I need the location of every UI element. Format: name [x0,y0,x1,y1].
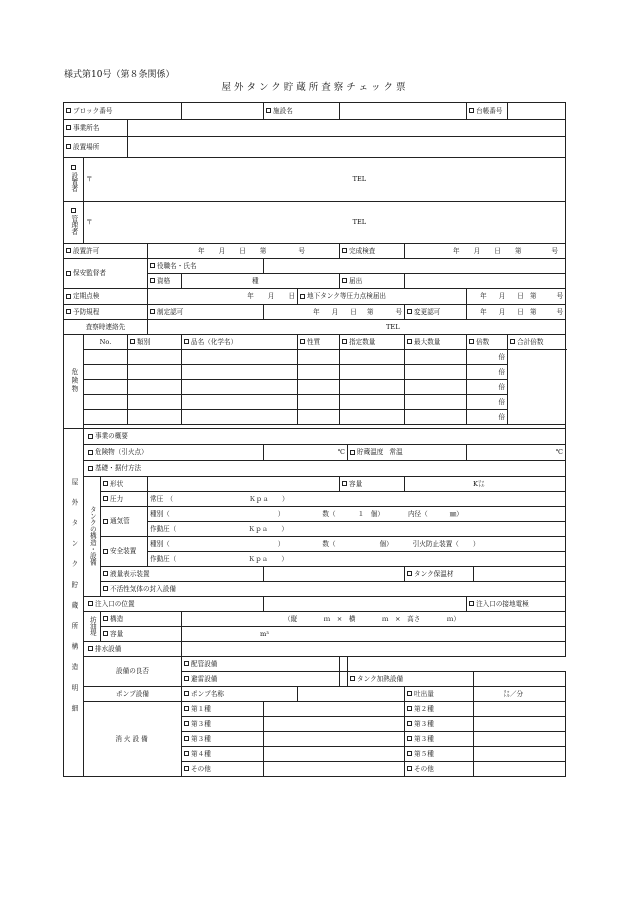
checkbox[interactable] [103,519,108,524]
table-row [64,380,566,395]
checkbox[interactable] [103,586,108,591]
lightning-field[interactable] [340,672,348,687]
checkbox[interactable] [103,549,108,554]
checkbox[interactable] [130,339,135,344]
blank-area [348,657,566,672]
hazard-header-product: 品名（化学名） [182,335,298,350]
qualification-field[interactable]: 種 [182,274,340,289]
hazard-header-multiple: 倍数 [467,335,508,350]
checkbox[interactable] [342,481,347,486]
multiple-cell[interactable]: 倍 [467,395,508,410]
fire-left-4[interactable]: その他 [182,762,264,777]
hazard-header-class: 類別 [128,335,182,350]
capacity-field[interactable]: K㍑ [405,477,566,492]
checkbox[interactable] [103,631,108,636]
installer-label: 設置者 [64,158,84,202]
checkbox[interactable] [342,278,347,283]
tel-label: TEL [352,175,367,184]
checkbox[interactable] [103,571,108,576]
piping-label: 配管設備 [182,657,340,672]
tank-heating-field[interactable] [474,672,566,687]
checkbox[interactable] [66,144,71,149]
hazard-header-no: No. [84,335,128,350]
lightning-label: 避雷設備 [182,672,340,687]
checkbox[interactable] [103,616,108,621]
checkbox[interactable] [300,339,305,344]
checkbox[interactable] [407,571,412,576]
checkbox[interactable] [184,661,189,666]
storage-temp-field[interactable]: ℃ [467,445,566,461]
fire-left-field[interactable] [264,762,405,777]
checkbox[interactable] [88,450,93,455]
hazard-header-property: 性質 [298,335,340,350]
ledger-number-field[interactable] [508,103,566,120]
checkbox[interactable] [88,646,93,651]
checkbox[interactable] [66,108,71,113]
block-number-field[interactable] [182,103,264,120]
checkbox[interactable] [342,339,347,344]
business-name-label: 事業所名 [64,120,128,137]
dike-dims-field[interactable]: （縦 ｍ × 横 ｍ × 高さ ｍ） [182,612,566,627]
completion-inspection-label: 完成検査 [340,244,405,259]
periodic-inspection-date[interactable]: 年 月 日 [148,289,298,305]
fire-right-field[interactable] [474,747,566,762]
table-row [64,365,566,380]
checkbox[interactable] [469,108,474,113]
fire-right-4[interactable]: その他 [405,762,474,777]
discharge-field[interactable]: ㍑／分 [474,687,566,702]
equipment-condition-label: 設備の良否 [84,657,182,687]
fire-left-3[interactable]: 第４種 [182,747,264,762]
checkbox[interactable] [184,691,189,696]
fire-right-field[interactable] [474,762,566,777]
checkbox[interactable] [150,278,155,283]
prevention-rules-label: 予防規程 [64,305,148,320]
tel-label: TEL [386,322,400,331]
checkbox[interactable] [184,736,189,741]
dike-capacity-field[interactable]: m³ [182,627,566,642]
location-label: 設置場所 [64,137,128,158]
checkbox[interactable] [88,466,93,471]
checkbox[interactable] [66,248,71,253]
fire-left-field[interactable] [264,702,405,717]
security-supervisor-label: 保安監督者 [64,259,148,289]
fire-right-1[interactable]: 第３種 [405,717,474,732]
postal-mark: 〒 [86,218,93,227]
pump-equipment-label: ポンプ設備 [84,687,182,702]
checkbox[interactable] [88,601,93,606]
pressure-field[interactable]: 常圧 （ Ｋｐａ ） [148,492,566,507]
foundation-label: 基礎・据付方法 [84,461,566,477]
checkbox[interactable] [66,125,71,130]
hazard-flash-field[interactable]: ℃ [264,445,348,461]
dike-structure-label: 構造 [101,612,182,627]
capacity-label: 容量 [340,477,405,492]
pump-name-field[interactable] [298,687,405,702]
ledger-number-label: 台帳番号 [467,103,508,120]
vent-pipe-type-field[interactable]: 種別（ ） 数（ １ 個） 内径（ ㎜） [148,507,566,522]
fire-right-2[interactable]: 第３種 [405,732,474,747]
fire-left-2[interactable]: 第３種 [182,732,264,747]
notification-field[interactable] [405,274,566,289]
facility-name-field[interactable] [340,103,467,120]
checkbox[interactable] [184,339,189,344]
checkbox[interactable] [66,294,71,299]
position-name-label: 役職名・氏名 [148,259,264,274]
table-row [64,410,566,425]
hazard-header-designated: 指定数量 [340,335,405,350]
checkbox[interactable] [66,271,71,276]
drainage-field[interactable] [182,642,566,657]
level-indicator-field[interactable] [264,567,405,582]
enactment-approval-label: 制定認可 [148,305,264,320]
checkbox[interactable] [342,248,347,253]
multiple-cell[interactable]: 倍 [467,410,508,425]
tel-label: TEL [352,218,367,227]
fire-left-1[interactable]: 第３種 [182,717,264,732]
dike-capacity-label: 容量 [101,627,182,642]
shape-field[interactable] [148,477,340,492]
checkbox[interactable] [469,601,474,606]
multiple-cell[interactable]: 倍 [467,365,508,380]
contact-label: 査察時連絡先 [64,320,148,335]
checkbox[interactable] [71,208,76,213]
underground-tank-date[interactable]: 年 月 日 第 号 [467,289,566,305]
checkbox[interactable] [407,721,412,726]
drainage-label: 排水設備 [84,642,182,657]
hazard-header-total: 合計倍数 [508,335,566,350]
checkbox[interactable] [350,450,355,455]
qualification-label: 資格 [148,274,182,289]
checkbox[interactable] [150,309,155,314]
form-title: 屋外タンク貯蔵所査察チェック票 [221,82,409,93]
checkbox[interactable] [150,263,155,268]
completion-inspection-date[interactable]: 年 月 日 第 号 [405,244,566,259]
checkbox[interactable] [300,294,305,299]
checkbox[interactable] [184,676,189,681]
discharge-label: 吐出量 [405,687,474,702]
tank-insulation-label: タンク保温材 [405,567,474,582]
tank-heating-label: タンク加熱設備 [348,672,474,687]
hazard-section-label: 危険物 [64,335,84,429]
fire-equipment-label: 消火設備 [84,702,182,777]
dike-label: 坊油堤 [84,612,101,642]
underground-tank-label: 地下タンク等圧力点検届出 [298,289,467,305]
table-row [64,350,566,365]
checkbox[interactable] [350,676,355,681]
inspection-form [63,102,566,777]
hazard-header-max: 最大数量 [405,335,467,350]
checkbox[interactable] [184,721,189,726]
fire-right-field[interactable] [474,717,566,732]
checkbox[interactable] [66,309,71,314]
level-indicator-label: 液量表示装置 [101,567,264,582]
fire-left-field[interactable] [264,717,405,732]
change-approval-label: 変更認可 [405,305,467,320]
inlet-grounding-label: 注入口の接地電極 [467,597,566,612]
shape-label: 形状 [101,477,148,492]
piping-field[interactable] [340,657,348,672]
hazard-flash-label: 危険物（引火点） [84,445,264,461]
inert-gas-label: 不活性気体の封入設備 [101,582,566,597]
periodic-inspection-label: 定期点検 [64,289,148,305]
checkbox[interactable] [103,481,108,486]
fire-left-field[interactable] [264,732,405,747]
checkbox[interactable] [184,766,189,771]
checkbox[interactable] [184,706,189,711]
checkbox[interactable] [407,751,412,756]
fire-left-field[interactable] [264,747,405,762]
storage-temp-label: 貯蔵温度 常温 [348,445,467,461]
install-permit-label: 設置許可 [64,244,148,259]
table-row [64,395,566,410]
checkbox[interactable] [103,496,108,501]
pump-name-label: ポンプ名称 [182,687,298,702]
business-name-field[interactable] [128,120,566,137]
postal-mark: 〒 [86,175,93,184]
safety-device-label: 安全装置 [101,537,148,567]
checkbox[interactable] [407,339,412,344]
multiple-cell[interactable]: 倍 [467,380,508,395]
fire-right-3[interactable]: 第５種 [405,747,474,762]
checkbox[interactable] [407,766,412,771]
checkbox[interactable] [469,339,474,344]
vent-pipe-pressure-field[interactable]: 作動圧（ Ｋｐａ ） [148,522,566,537]
block-number-label: ブロック番号 [64,103,182,120]
change-approval-date[interactable]: 年 月 日 第 号 [467,305,566,320]
vent-pipe-label: 通気管 [101,507,148,537]
installer-field[interactable] [84,158,566,202]
checkbox[interactable] [407,691,412,696]
manager-label: 管理者 [64,202,84,244]
form-number: 様式第10号（第８条関係） [64,70,175,80]
fire-right-0[interactable]: 第２種 [405,702,474,717]
business-overview-label: 事業の概要 [84,429,566,445]
tank-insulation-field[interactable] [474,567,566,582]
tank-structure-label: タンクの構造・設備 [84,477,101,597]
manager-field[interactable] [84,202,566,244]
facility-name-label: 施設名 [264,103,340,120]
checkbox[interactable] [407,736,412,741]
pressure-label: 圧力 [101,492,148,507]
safety-device-pressure-field[interactable]: 作動圧（ Ｋｐａ ） [148,552,566,567]
fire-left-0[interactable]: 第１種 [182,702,264,717]
total-multiple-cell[interactable] [508,350,566,425]
notification-label: 届出 [340,274,405,289]
inlet-position-label: 注入口の位置 [84,597,264,612]
checkbox[interactable] [407,706,412,711]
structure-section-label: 屋外タンク貯蔵所構造明細 [64,429,84,777]
contact-field[interactable] [148,320,566,335]
checkbox[interactable] [266,108,271,113]
checkbox[interactable] [184,751,189,756]
location-field[interactable] [128,137,566,158]
checkbox[interactable] [407,309,412,314]
fire-right-field[interactable] [474,702,566,717]
multiple-cell[interactable]: 倍 [467,350,508,365]
enactment-approval-date[interactable]: 年 月 日 第 号 [264,305,405,320]
position-name-field[interactable] [264,259,566,274]
checkbox[interactable] [88,434,93,439]
install-permit-date[interactable]: 年 月 日 第 号 [148,244,340,259]
fire-right-field[interactable] [474,732,566,747]
checkbox[interactable] [71,165,76,170]
safety-device-type-field[interactable]: 種別（ ） 数（ 個） 引火防止装置（ ） [148,537,566,552]
inlet-position-field[interactable] [264,597,467,612]
checkbox[interactable] [510,339,515,344]
